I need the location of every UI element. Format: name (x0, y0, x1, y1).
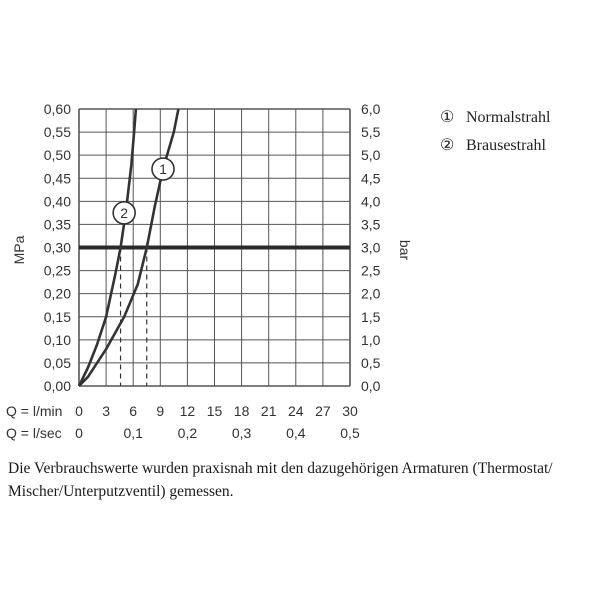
x-tick-lmin-label: 30 (342, 403, 358, 419)
x-tick-lsec-label: 0,1 (123, 425, 143, 441)
x-tick-lsec-label: 0,4 (286, 425, 306, 441)
right-tick-label: 0,5 (361, 354, 381, 371)
right-tick-label: 6,0 (361, 101, 381, 117)
series-marker-label: 1 (159, 161, 167, 178)
x-tick-lmin-label: 24 (288, 403, 304, 419)
left-tick-label: 0,10 (43, 331, 71, 348)
x-axis-ticks (75, 403, 360, 441)
right-tick-label: 5,0 (361, 147, 381, 164)
legend (440, 109, 551, 154)
left-axis-label: MPa (11, 235, 27, 265)
x-tick-lmin-label: 27 (315, 403, 331, 419)
x-tick-lsec-label: 0,5 (340, 425, 360, 441)
left-tick-label: 0,50 (43, 147, 71, 164)
right-tick-label: 1,5 (361, 308, 381, 325)
left-tick-label: 0,55 (43, 124, 71, 141)
series-marker-label: 2 (120, 204, 129, 221)
right-tick-label: 2,5 (361, 262, 381, 279)
x-tick-lmin-label: 9 (156, 403, 165, 419)
x-tick-lsec-label: 0,3 (231, 425, 252, 441)
right-tick-label: 0,0 (361, 378, 381, 394)
right-axis-ticks (361, 101, 381, 394)
x-tick-lmin-label: 3 (102, 403, 110, 419)
left-tick-label: 0,25 (43, 262, 71, 279)
left-tick-label: 0,35 (43, 216, 71, 233)
left-axis-ticks (44, 101, 71, 394)
right-tick-label: 4,0 (361, 193, 381, 210)
left-tick-label: 0,20 (43, 285, 71, 302)
left-tick-label: 0,05 (43, 354, 71, 371)
legend-item-label: Normalstrahl (466, 109, 551, 126)
legend-item-symbol: ① (440, 109, 455, 126)
legend-item-symbol: ② (440, 137, 455, 154)
curve-markers (113, 158, 174, 224)
right-tick-label: 3,5 (361, 216, 381, 233)
left-tick-label: 0,40 (43, 193, 71, 210)
x-tick-lsec-label: 0 (75, 425, 83, 441)
left-tick-label: 0,00 (43, 378, 71, 394)
left-tick-label: 0,45 (43, 170, 71, 187)
right-tick-label: 1,0 (361, 331, 381, 348)
x-axis-lmin-label: Q = l/min (6, 403, 63, 419)
x-tick-lmin-label: 0 (75, 403, 83, 419)
right-tick-label: 2,0 (361, 285, 381, 302)
x-tick-lsec-label: 0,2 (177, 425, 198, 441)
left-tick-label: 0,60 (43, 101, 71, 117)
left-tick-label: 0,15 (43, 308, 71, 325)
right-axis-label: bar (397, 239, 413, 261)
x-axis-lsec-label: Q = l/sec (6, 425, 62, 441)
x-tick-lmin-label: 15 (206, 403, 223, 419)
x-tick-lmin-label: 21 (260, 403, 277, 419)
legend-item-label: Brausestrahl (466, 137, 546, 154)
right-tick-label: 5,5 (361, 124, 381, 141)
x-tick-lmin-label: 6 (129, 403, 138, 419)
x-tick-lmin-label: 18 (233, 403, 250, 419)
caption: Die Verbrauchswerte wurden praxisnah mit den dazugehörigen Armaturen (Thermostat/ Mischer/Unterputzventil) gemessen. (8, 460, 553, 500)
left-tick-label: 0,30 (43, 239, 71, 256)
right-tick-label: 4,5 (361, 170, 381, 187)
right-tick-label: 3,0 (361, 239, 381, 256)
x-tick-lmin-label: 12 (179, 403, 196, 419)
